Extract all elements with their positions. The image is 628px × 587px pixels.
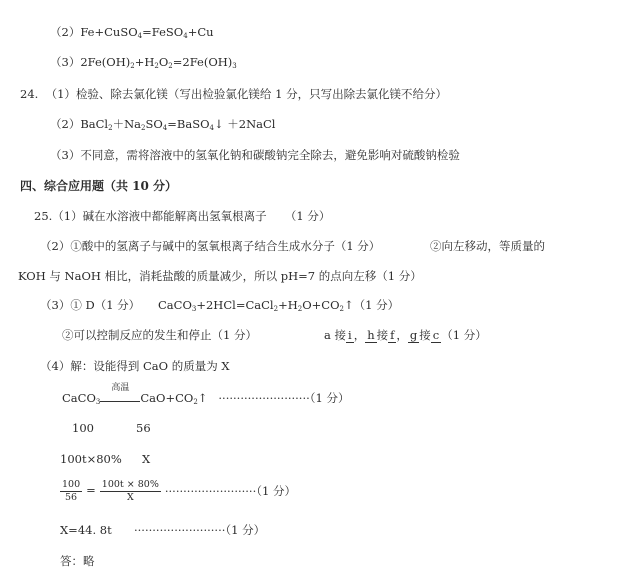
answer-24-2: $(2)BaCl_2+Na_2SO_4=BaSO_4↓$ ＋2NaCl <box>50 117 276 132</box>
fraction-left: $\frac{100}{56}$ <box>62 478 81 503</box>
final-answer: 答：略 <box>60 554 95 568</box>
section-title: 四、综合应用题（共 10 分） <box>20 179 178 193</box>
molar-mass-cao: 56 <box>136 421 151 435</box>
answer-25-3-equation: $CaCO_3+2HCl=CaCl_2+H_2O+CO_2↑(1$ 分） <box>158 298 400 313</box>
reaction-condition: 高温 <box>100 394 140 402</box>
answer-24-3: （3）不同意，需将溶液中的氢氧化钠和碳酸钠完全除去，避免影响对硫酸钠检验 <box>50 148 460 162</box>
answer-25-3-connection: a 接 i ， h 接 f ， g 接 c （1 分） <box>324 328 487 342</box>
answer-23-3: $(3)2Fe(OH)_2+H_2O_2=2Fe(OH)_3$ <box>50 55 237 70</box>
unknown-x: X <box>142 452 151 466</box>
proportion-equation: $\frac{100}{56}$ = $\frac{100t \times 80\%}{X}$ ·························（1 分） <box>62 478 296 503</box>
answer-25-4-head: （4）解：设能得到 CaO 的质量为 X <box>40 359 230 373</box>
fraction-right: $\frac{100t \times 80\%}{X}$ <box>101 478 159 503</box>
answer-23-2: （2）Fe+CuSO$_4$=FeSO$_4$+Cu <box>50 25 214 40</box>
answer-value: X=44. 8t <box>60 523 112 537</box>
actual-mass-caco3: 100t×80% <box>60 452 122 466</box>
answer-24-1: 24. （1）检验、除去氯化镁（写出检验氯化镁给 1 分，只写出除去氯化镁不给分） <box>20 87 448 101</box>
answer-25-3-line1: （3）① D（1 分） <box>40 298 141 312</box>
answer-25-4-equation: CaCO$_3$ 高温 $CaO+CO_2↑$ ·························（1 分） <box>62 383 350 406</box>
molar-mass-caco3: 100 <box>72 421 94 435</box>
answer-value-score: ·························（1 分） <box>134 523 266 537</box>
answer-25-1: 25.（1）碱在水溶液中都能解离出氢氧根离子 （1 分） <box>34 209 331 223</box>
answer-25-3-line2: ②可以控制反应的发生和停止（1 分） <box>62 328 257 342</box>
answer-25-2-line2: KOH 与 NaOH 相比，消耗盐酸的质量减少，所以 pH=7 的点向左移（1 分） <box>18 269 422 283</box>
answer-25-2-line1: （2）①酸中的氢离子与碱中的氢氧根离子结合生成水分子（1 分） <box>40 239 381 253</box>
answer-25-2-line1b: ②向左移动，等质量的 <box>430 239 545 253</box>
